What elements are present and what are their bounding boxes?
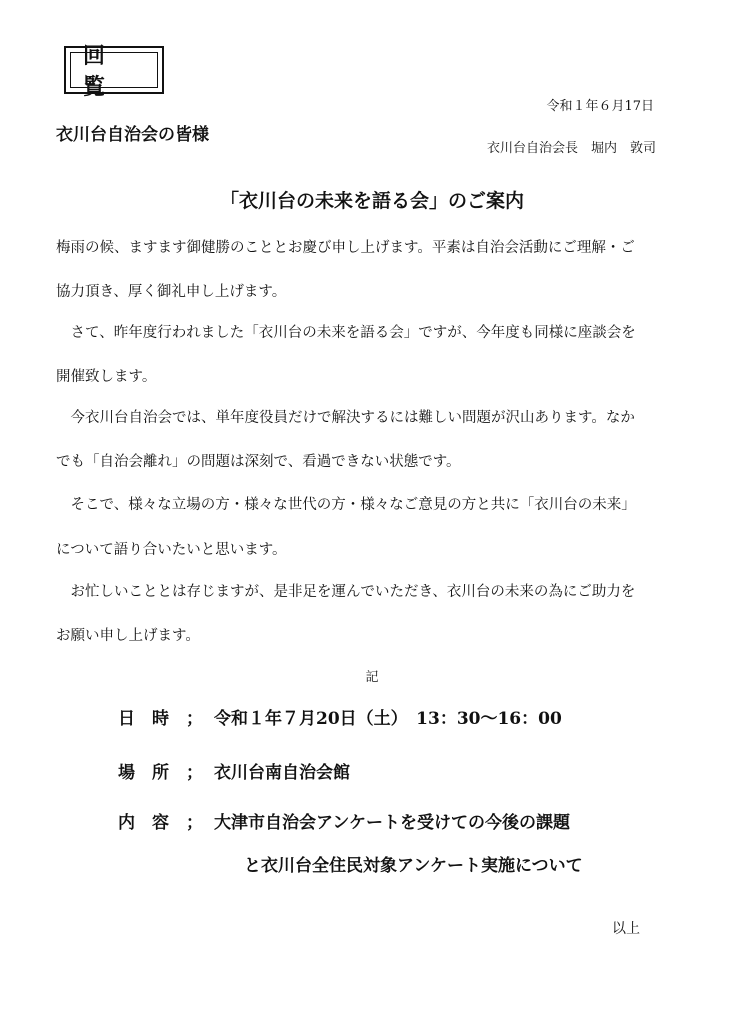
datetime-label: 日 時 ； [118,709,203,729]
sender: 衣川台自治会長 堀内 敦司 [486,141,656,156]
closing-mark: 以上 [612,921,640,937]
circular-stamp [64,43,164,100]
body-line: 今衣川台自治会では、単年度役員だけで解決するには難しい問題が沢山あります。なか [56,410,635,426]
stamp-label: 回 覧 [70,52,158,88]
body-line: 協力頂き、厚く御礼申し上げます。 [56,284,287,300]
addressee: 衣川台自治会の皆様 [56,125,209,145]
datetime-value: 令和１年７月20日（土） 13：30～16：00 [214,709,562,729]
content-value-line-2: と衣川台全住民対象アンケート実施について [244,856,583,876]
body-line: お願い申し上げます。 [56,628,200,644]
body-line: そこで、様々な立場の方・様々な世代の方・様々なご意見の方と共に「衣川台の未来」 [56,497,636,513]
body-line: でも「自治会離れ」の問題は深刻で、看過できない状態です。 [56,454,461,470]
document-date: 令和１年６月17日 [546,99,654,114]
body-line: について語り合いたいと思います。 [56,542,287,558]
place-label: 場 所 ； [118,763,203,783]
content-label: 内 容 ； [118,813,203,833]
ki-heading: 記 [365,670,379,685]
body-line: さて、昨年度行われました「衣川台の未来を語る会」ですが、今年度も同様に座談会を [56,325,636,341]
place-value: 衣川台南自治会館 [214,763,350,783]
body-line: お忙しいこととは存じますが、是非足を運んでいただき、衣川台の未来の為にご助力を [56,584,636,600]
document-title: 「衣川台の未来を語る会」のご案内 [219,190,524,212]
content-value-line-1: 大津市自治会アンケートを受けての今後の課題 [214,813,570,833]
body-line: 梅雨の候、ますます御健勝のこととお慶び申し上げます。平素は自治会活動にご理解・ご [56,240,635,256]
body-line: 開催致します。 [56,369,157,385]
